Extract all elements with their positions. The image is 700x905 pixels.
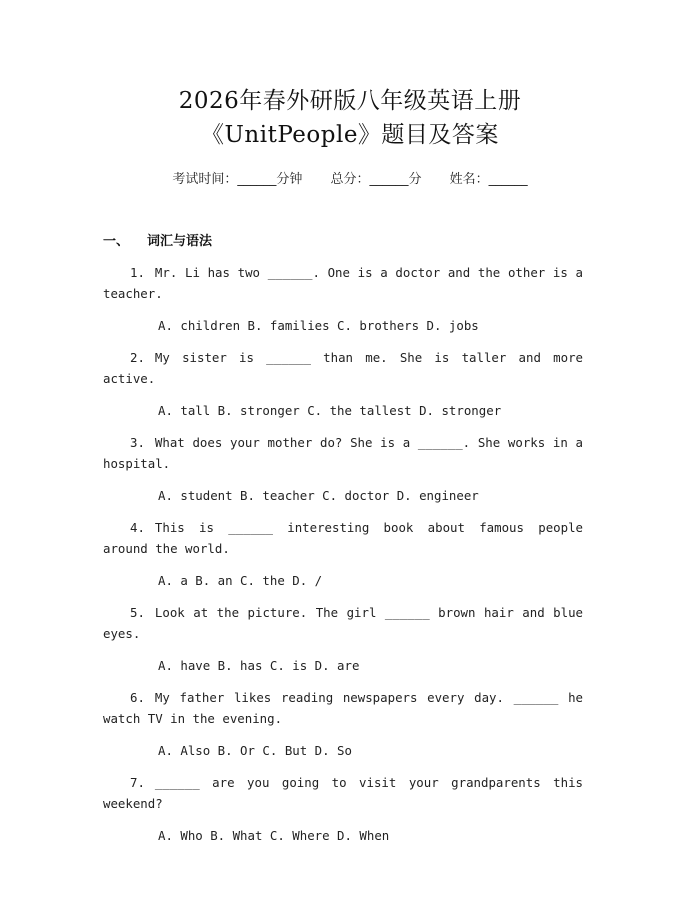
question-item [103, 432, 583, 474]
question-options: A. tall B. stronger C. the tallest D. stronger [158, 403, 502, 418]
section-heading [103, 230, 212, 249]
question-options: A. children B. families C. brothers D. jobs [158, 318, 479, 333]
question-text: My sister is ______ than me. She is taller and more active. [103, 350, 583, 386]
question-text: My father likes reading newspapers every day. ______ he watch TV in the evening. [103, 690, 583, 726]
question-item [103, 602, 583, 644]
question-number: 7. [130, 775, 145, 790]
question-item [103, 772, 583, 814]
title-block [0, 84, 700, 152]
question-text: Look at the picture. The girl ______ brown hair and blue eyes. [103, 605, 583, 641]
question-text: Mr. Li has two ______. One is a doctor and the other is a teacher. [103, 265, 583, 301]
question-number: 2. [130, 350, 145, 365]
name-field: 姓名：______ [449, 172, 528, 187]
question-item [103, 687, 583, 729]
total-score-field: 总分：______分 [330, 172, 422, 187]
doc-title-line2: 《UnitPeople》题目及答案 [201, 122, 499, 148]
question-number: 4. [130, 520, 145, 535]
question-text: ______ are you going to visit your grandparents this weekend? [103, 775, 583, 811]
exam-time-field: 考试时间：______分钟 [172, 172, 303, 187]
question-options: A. Who B. What C. Where D. When [158, 828, 390, 843]
question-options: A. have B. has C. is D. are [158, 658, 360, 673]
question-number: 6. [130, 690, 145, 705]
question-options: A. student B. teacher C. doctor D. engineer [158, 488, 479, 503]
question-list [103, 262, 583, 857]
question-number: 3. [130, 435, 145, 450]
exam-info [0, 168, 700, 187]
question-item [103, 347, 583, 389]
question-text: What does your mother do? She is a ______. She works in a hospital. [103, 435, 583, 471]
question-item [103, 262, 583, 304]
question-number: 5. [130, 605, 145, 620]
question-text: This is ______ interesting book about famous people around the world. [103, 520, 583, 556]
question-number: 1. [130, 265, 145, 280]
doc-title-line1: 2026年春外研版八年级英语上册 [178, 88, 522, 114]
section-title: 词汇与语法 [147, 234, 213, 249]
question-item [103, 517, 583, 559]
question-options: A. Also B. Or C. But D. So [158, 743, 352, 758]
question-options: A. a B. an C. the D. / [158, 573, 323, 588]
section-number: 一、 [103, 234, 130, 249]
